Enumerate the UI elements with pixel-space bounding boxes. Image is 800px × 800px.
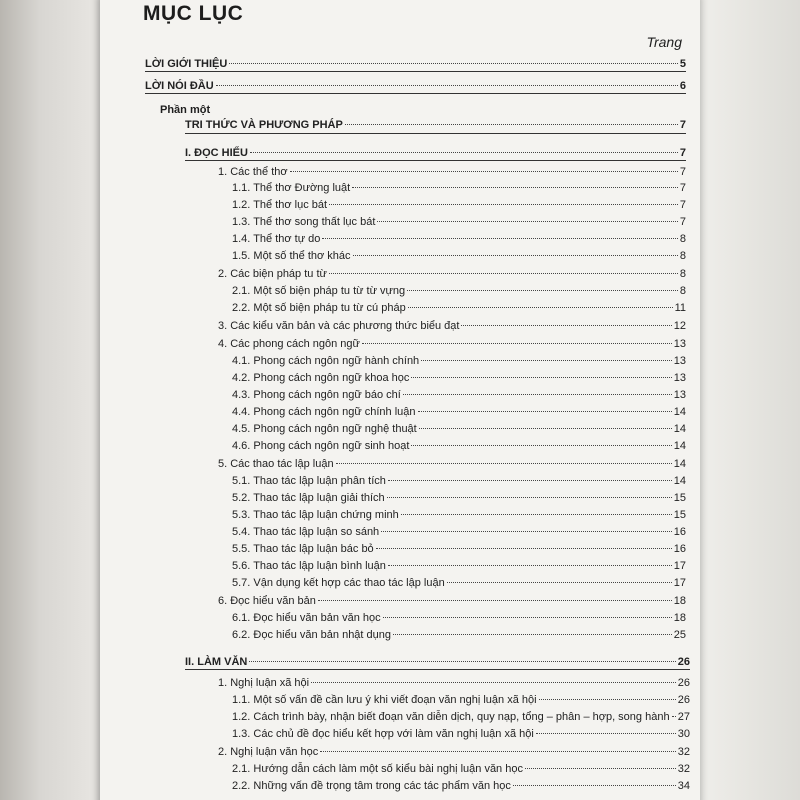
toc-entry-label: TRI THỨC VÀ PHƯƠNG PHÁP [185,119,343,131]
toc-entry [232,576,686,590]
toc-entry-page: 13 [673,355,686,367]
dot-leader [329,204,678,205]
toc-entry-page: 15 [673,509,686,521]
toc-entry [185,655,690,669]
toc-entry-label: LỜI GIỚI THIỆU [145,58,228,70]
toc-entry-page: 7 [679,147,686,159]
dot-leader [376,548,672,549]
dot-leader [345,124,678,125]
page-column-label: Trang [646,34,682,50]
toc-entry-page: 14 [673,406,686,418]
dot-leader [352,187,678,188]
dot-leader [418,411,672,412]
dot-leader [377,221,677,222]
toc-entry [218,319,686,333]
toc-entry-label: II. LÀM VĂN [185,656,248,668]
toc-entry-page: 14 [673,475,686,487]
toc-entry-label: 1.3. Thể thơ song thất lục bát [232,216,376,228]
toc-entry [232,611,686,625]
toc-entry-label: 4.6. Phong cách ngôn ngữ sinh hoạt [232,440,410,452]
toc-entry-page: 13 [673,372,686,384]
dot-leader [362,343,672,344]
toc-entry-label: 4.4. Phong cách ngôn ngữ chính luận [232,406,416,418]
toc-entry-label: 2. Các biện pháp tu từ [218,268,327,280]
page-title: MỤC LỤC [143,2,244,25]
toc-entry [232,727,690,741]
toc-entry-page: 8 [679,285,686,297]
toc-entry-label: 5.7. Vận dụng kết hợp các thao tác lập luận [232,577,445,589]
toc-entry-page: 8 [679,268,686,280]
toc-entry-label: 1.2. Cách trình bày, nhận biết đoạn văn diễn dịch, quy nạp, tổng – phân – hợp, song hành [232,711,670,723]
toc-entry [218,676,690,690]
toc-entry-label: 1.3. Các chủ đề đọc hiểu kết hợp với làm văn nghị luận xã hội [232,728,534,740]
toc-entry-page: 13 [673,338,686,350]
separator-line [145,71,686,72]
dot-leader [290,171,678,172]
toc-entry-page: 8 [679,233,686,245]
dot-leader [229,63,678,64]
dot-leader [318,600,672,601]
toc-entry-page: 34 [677,780,690,792]
dot-leader [381,531,672,532]
toc-entry [185,118,686,132]
dot-leader [525,768,676,769]
toc-entry-page: 5 [679,58,686,70]
dot-leader [408,307,673,308]
toc-entry [232,508,686,522]
toc-entry-label: 5. Các thao tác lập luận [218,458,334,470]
toc-entry-label: LỜI NÓI ĐẦU [145,80,214,92]
toc-entry-label: 2.2. Những vấn đề trọng tâm trong các tác phẩm văn học [232,780,511,792]
dot-leader [536,733,676,734]
toc-entry-page: 7 [679,166,686,178]
toc-entry-page: 7 [679,182,686,194]
toc-entry [232,693,690,707]
toc-entry [232,762,690,776]
toc-entry-label: 2.1. Hướng dẫn cách làm một số kiểu bài nghị luận văn học [232,763,523,775]
toc-entry [232,181,686,195]
toc-entry-label: 1.4. Thể thơ tự do [232,233,321,245]
toc-entry-label: 3. Các kiểu văn bản và các phương thức biểu đạt [218,320,460,332]
toc-entry [232,439,686,453]
dot-leader [419,428,672,429]
toc-entry-label: 1.2. Thể thơ lục bát [232,199,328,211]
toc-entry-label: 5.4. Thao tác lập luận so sánh [232,526,380,538]
separator-line [145,93,686,94]
toc-entry-label: 1. Các thể thơ [218,166,288,178]
dot-leader [383,617,672,618]
toc-entry-page: 14 [673,423,686,435]
toc-entry [232,405,686,419]
dot-leader [411,445,671,446]
toc-entry-page: 12 [673,320,686,332]
dot-leader [401,514,672,515]
toc-entry [232,371,686,385]
toc-entry [232,232,686,246]
toc-entry-label: I. ĐỌC HIỂU [185,147,248,159]
dot-leader [403,394,672,395]
dot-leader [311,682,676,683]
toc-entry-page: 32 [677,746,690,758]
toc-entry-label: 1. Nghị luận xã hội [218,677,310,689]
toc-entry-page: 30 [677,728,690,740]
toc-entry-label: 2.2. Một số biện pháp tu từ cú pháp [232,302,406,314]
toc-entry-label: 2. Nghị luận văn học [218,746,319,758]
toc-entry [218,457,686,471]
separator-line [185,160,686,161]
toc-entry-label: 4.3. Phong cách ngôn ngữ báo chí [232,389,401,401]
toc-entry-page: 26 [677,677,690,689]
toc-entry-label: 6.1. Đọc hiểu văn bản văn học [232,612,381,624]
toc-entry-label: 5.5. Thao tác lập luận bác bỏ [232,543,374,555]
toc-entry-page: 15 [673,492,686,504]
dot-leader [421,360,672,361]
dot-leader [329,273,678,274]
toc-entry-page: 27 [677,711,690,723]
dot-leader [249,661,675,662]
toc-entry [232,198,686,212]
toc-entry-label: 6.2. Đọc hiểu văn bản nhật dụng [232,629,392,641]
separator-line [185,669,690,670]
toc-entry [232,525,686,539]
toc-entry [232,354,686,368]
toc-entry-page: 6 [679,80,686,92]
toc-entry-label: 4.5. Phong cách ngôn ngữ nghệ thuật [232,423,417,435]
dot-leader [447,582,672,583]
toc-entry-page: 8 [679,250,686,262]
toc-entry-label: 5.6. Thao tác lập luận bình luận [232,560,386,572]
toc-entry [218,267,686,281]
part-label: Phần một [160,104,211,116]
toc-entry-label: 1.5. Một số thể thơ khác [232,250,351,262]
toc-entry-page: 11 [674,302,686,314]
toc-entry [232,710,690,724]
toc-entry-label: 5.1. Thao tác lập luận phân tích [232,475,386,487]
toc-entry [145,57,686,71]
toc-entry-page: 7 [679,199,686,211]
toc-entry-label: 5.2. Thao tác lập luận giải thích [232,492,385,504]
toc-entry-page: 17 [673,577,686,589]
toc-entry-page: 14 [673,458,686,470]
dot-leader [387,497,672,498]
toc-entry [232,779,690,793]
toc-entry-page: 26 [677,694,690,706]
dot-leader [461,325,671,326]
toc-entry [232,559,686,573]
dot-leader [513,785,676,786]
dot-leader [539,699,676,700]
toc-entry-label: 1.1. Thể thơ Đường luật [232,182,351,194]
toc-entry [218,745,690,759]
toc-entry-label: 4.1. Phong cách ngôn ngữ hành chính [232,355,420,367]
dot-leader [336,463,672,464]
toc-entry [232,388,686,402]
toc-entry-label: 1.1. Một số vấn đề cần lưu ý khi viết đoạn văn nghị luận xã hội [232,694,537,706]
dot-leader [672,716,676,717]
dot-leader [411,377,671,378]
toc-entry-label: 4. Các phong cách ngôn ngữ [218,338,360,350]
toc-entry-page: 18 [673,595,686,607]
toc-entry [232,249,686,263]
dot-leader [320,751,675,752]
toc-entry [218,165,686,179]
toc-entry [185,146,686,160]
toc-entry [218,337,686,351]
toc-entry-page: 25 [673,629,686,641]
toc-entry-page: 18 [673,612,686,624]
separator-line [185,133,686,134]
toc-entry-page: 32 [677,763,690,775]
dot-leader [393,634,672,635]
toc-entry-page: 7 [679,119,686,131]
toc-entry-page: 14 [673,440,686,452]
toc-entry [232,628,686,642]
toc-entry [232,215,686,229]
dot-leader [388,480,672,481]
toc-entry [145,79,686,93]
toc-entry [232,491,686,505]
toc-entry-label: 6. Đọc hiểu văn bản [218,595,316,607]
toc-entry-page: 7 [679,216,686,228]
toc-entry-page: 17 [673,560,686,572]
toc-entry [232,301,686,315]
toc-entry [232,474,686,488]
dot-leader [407,290,678,291]
toc-entry [232,284,686,298]
toc-entry [218,594,686,608]
toc-entry-page: 16 [673,543,686,555]
dot-leader [388,565,672,566]
dot-leader [353,255,678,256]
toc-entry [232,422,686,436]
toc-entry-page: 26 [677,656,690,668]
toc-entry-page: 16 [673,526,686,538]
toc-entry-label: 2.1. Một số biện pháp tu từ từ vựng [232,285,406,297]
toc-entry-label: 5.3. Thao tác lập luận chứng minh [232,509,399,521]
dot-leader [250,152,678,153]
toc-entry [232,542,686,556]
toc-entry-label: 4.2. Phong cách ngôn ngữ khoa học [232,372,410,384]
dot-leader [216,85,678,86]
toc-entry-page: 13 [673,389,686,401]
dot-leader [322,238,678,239]
